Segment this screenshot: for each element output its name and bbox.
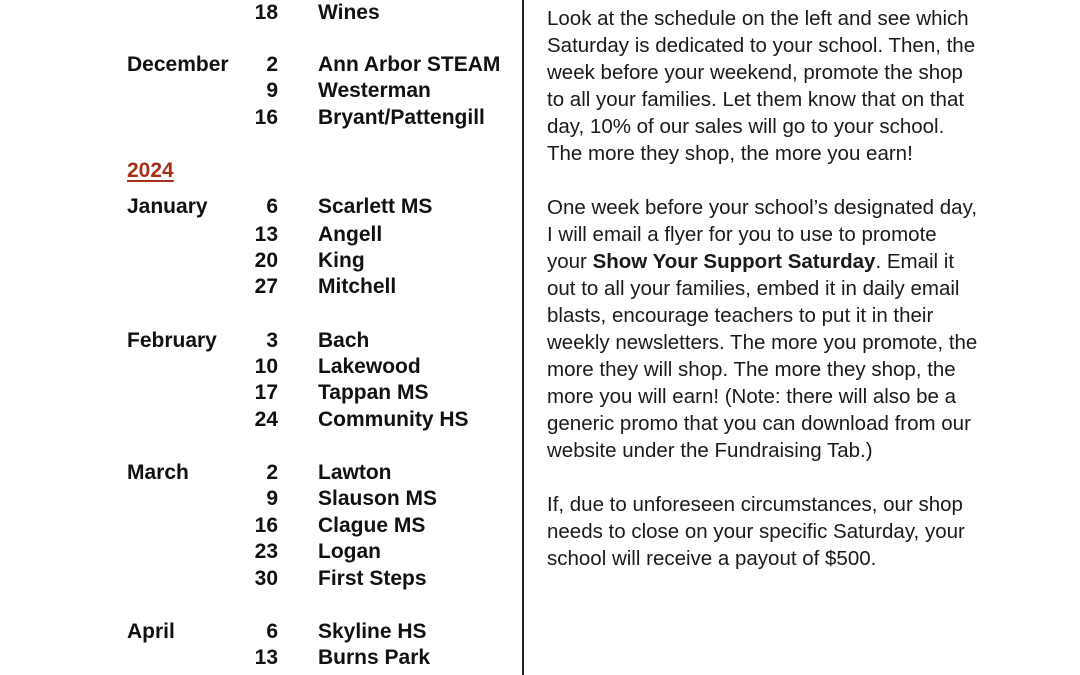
schedule-school: Angell [318,223,383,246]
schedule-school: Mitchell [318,275,397,298]
schedule-school: Scarlett MS [318,195,433,218]
schedule-month: January [127,195,208,218]
schedule-school: Community HS [318,408,469,431]
schedule-school: Burns Park [318,646,431,669]
schedule-day: 13 [254,223,278,246]
schedule-school: Slauson MS [318,487,438,510]
column-divider [522,0,524,675]
schedule-school: Wines [318,1,380,24]
schedule-day: 17 [254,381,278,404]
schedule-school: Lawton [318,461,392,484]
schedule-day: 9 [266,79,278,102]
schedule-month: April [127,620,175,643]
schedule-school: Ann Arbor STEAM [318,53,501,76]
paragraph-2-text-start: One week before your school’s designated day, I will email a flyer for you to use to promote your [547,196,978,273]
fundraising-schedule [0,0,522,675]
schedule-day: 9 [266,487,278,510]
schedule-day: 16 [254,514,278,537]
schedule-school: Skyline HS [318,620,427,643]
schedule-school: Clague MS [318,514,426,537]
schedule-month: December [127,53,229,76]
schedule-day: 2 [266,461,278,484]
schedule-day: 18 [254,1,278,24]
schedule-school: Bach [318,329,370,352]
schedule-day: 20 [254,249,278,272]
schedule-school: First Steps [318,567,427,590]
year-heading: 2024 [127,159,174,182]
schedule-day: 3 [266,329,278,352]
schedule-month: March [127,461,189,484]
schedule-day: 10 [254,355,278,378]
schedule-day: 6 [266,620,278,643]
schedule-school: Bryant/Pattengill [318,106,485,129]
schedule-school: Lakewood [318,355,421,378]
schedule-day: 16 [254,106,278,129]
instructions-panel [547,5,982,572]
schedule-day: 27 [254,275,278,298]
schedule-month: February [127,329,217,352]
schedule-day: 24 [254,408,278,431]
schedule-school: Westerman [318,79,431,102]
schedule-day: 2 [266,53,278,76]
instructions-paragraph-1: Look at the schedule on the left and see which Saturday is dedicated to your school. Then, the week before your weekend, promote the shop to all your families. Let them know that on that day, 10% of our sales will go to your school. The more they shop, the more you earn! [547,7,976,165]
schedule-day: 30 [254,567,278,590]
schedule-day: 13 [254,646,278,669]
schedule-school: Logan [318,540,381,563]
schedule-day: 23 [254,540,278,563]
schedule-day: 6 [266,195,278,218]
paragraph-2-text-end: . Email it out to all your families, embed it in daily email blasts, encourage teachers to put it in their weekly newsletters. The more you promote, the more they will shop. The more they shop, the more you will earn! (Note: there will also be a generic promo that you can download from our website under the Fundraising Tab.) [547,250,978,462]
instructions-paragraph-3: If, due to unforeseen circumstances, our shop needs to close on your specific Saturday, your school will receive a payout of $500. [547,493,965,570]
schedule-school: Tappan MS [318,381,429,404]
show-your-support-saturday-label: Show Your Support Saturday [592,250,876,273]
instructions-paragraph-2 [547,194,982,464]
schedule-school: King [318,249,365,272]
